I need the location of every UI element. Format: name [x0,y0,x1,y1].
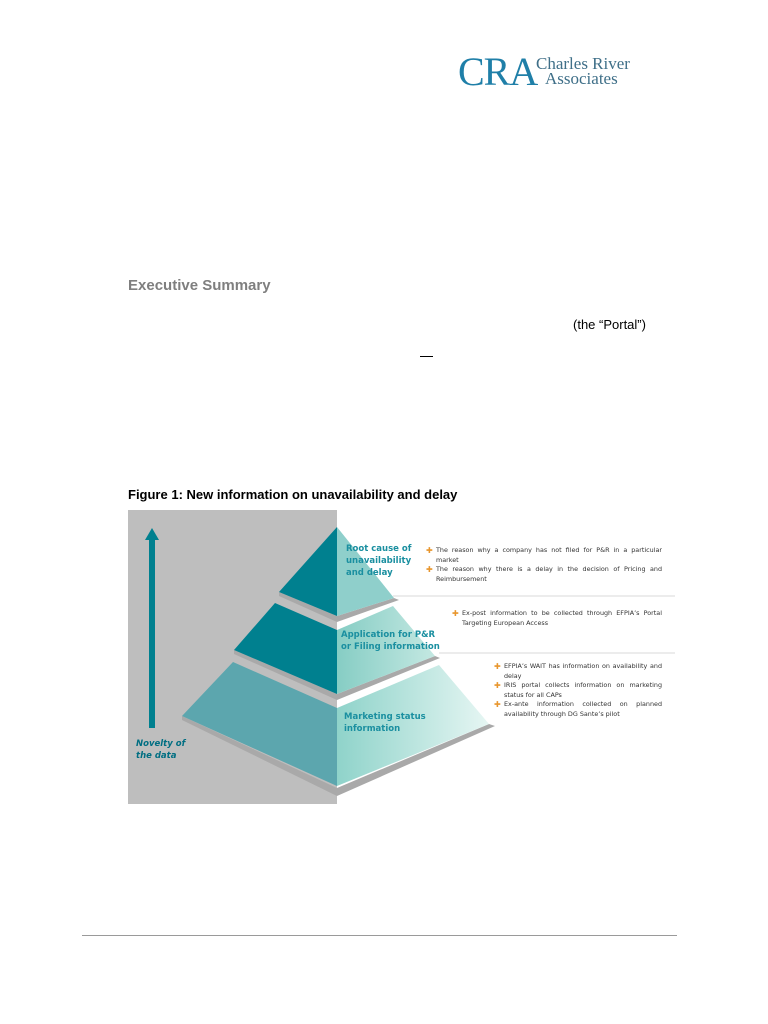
figure-caption: Figure 1: New information on unavailability and delay [128,487,458,502]
section-heading: Executive Summary [128,277,271,294]
pyramid-figure [128,510,688,804]
axis-label: Novelty of the data [136,739,186,761]
orange-plus-icon: ✚ [494,681,501,690]
level-label-top: Root cause of unavailability and delay [346,544,412,578]
portal-text: (the “Portal”) [573,317,646,332]
logo-initials: CRA [458,49,538,94]
note-item [494,662,662,681]
orange-plus-icon: ✚ [426,565,433,574]
logo-company-name [536,56,656,86]
note-text: EFPIA’s WAIT has information on availability and delay [504,662,662,680]
note-text: Ex-ante information collected on planned availability through DG Sante’s pilot [504,700,662,718]
note-text: IRIS portal collects information on marketing status for all CAPs [504,681,662,699]
orange-plus-icon: ✚ [452,609,459,618]
logo-name-line1: Charles River [536,54,630,73]
note-item [426,565,662,584]
orange-plus-icon: ✚ [494,700,501,709]
orange-plus-icon: ✚ [426,546,433,555]
logo-name-line2: Associates [545,69,618,88]
note-text: The reason why there is a delay in the decision of Pricing and Reimbursement [436,565,662,583]
notes-top [426,546,662,584]
footer-divider [82,935,677,936]
orange-plus-icon: ✚ [494,662,501,671]
note-item [494,681,662,700]
note-text: The reason why a company has not filed for P&R in a particular market [436,546,662,564]
note-item [426,546,662,565]
level-label-bottom: Marketing status information [344,712,426,734]
note-item [494,700,662,719]
note-text: Ex-post information to be collected through EFPIA’s Portal Targeting European Access [462,609,662,627]
notes-bottom [494,662,662,719]
notes-middle [452,609,662,628]
note-item [452,609,662,628]
text-dash [420,356,433,357]
level-label-middle: Application for P&R or Filing information [341,630,440,652]
